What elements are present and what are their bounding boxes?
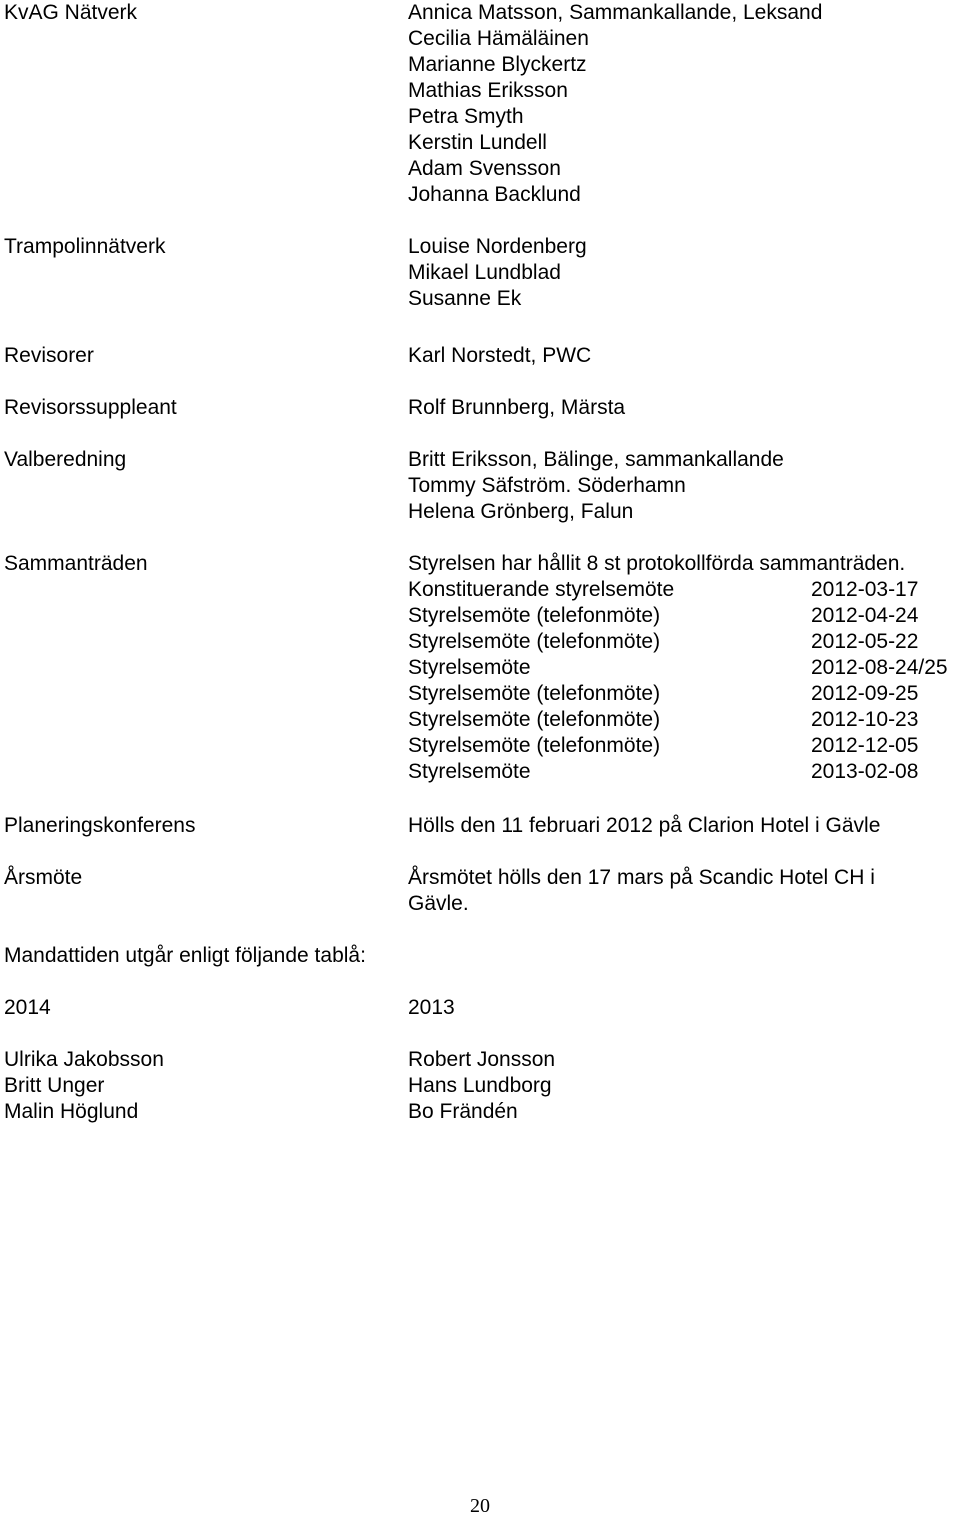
meeting-date: 2012-09-25 xyxy=(811,682,919,705)
planeringskonferens-value: Hölls den 11 februari 2012 på Clarion Hotel i Gävle xyxy=(408,814,881,837)
mandate-name: Malin Höglund xyxy=(4,1100,139,1123)
mandate-name: Robert Jonsson xyxy=(408,1048,556,1071)
meeting-date: 2012-05-22 xyxy=(811,630,919,653)
mandate-name: Bo Frändén xyxy=(408,1100,518,1123)
meeting-type: Konstituerande styrelsemöte xyxy=(408,578,675,601)
mandate-heading: Mandattiden utgår enligt följande tablå: xyxy=(4,944,366,967)
mandate-name: Ulrika Jakobsson xyxy=(4,1048,164,1071)
kvag-member: Johanna Backlund xyxy=(408,183,581,206)
meeting-type: Styrelsemöte (telefonmöte) xyxy=(408,682,661,705)
meeting-date: 2012-12-05 xyxy=(811,734,919,757)
kvag-member: Adam Svensson xyxy=(408,157,561,180)
trampolin-member: Louise Nordenberg xyxy=(408,235,587,258)
meeting-date: 2012-03-17 xyxy=(811,578,919,601)
arsmote-text: Årsmötet hölls den 17 mars på Scandic Hotel CH i xyxy=(408,866,875,889)
kvag-member: Annica Matsson, Sammankallande, Leksand xyxy=(408,1,823,24)
planeringskonferens-label: Planeringskonferens xyxy=(4,814,196,837)
valberedning-member: Britt Eriksson, Bälinge, sammankallande xyxy=(408,448,784,471)
meeting-date: 2012-04-24 xyxy=(811,604,919,627)
meeting-date: 2012-08-24/25 xyxy=(811,656,948,679)
valberedning-member: Helena Grönberg, Falun xyxy=(408,500,634,523)
trampolin-member: Mikael Lundblad xyxy=(408,261,561,284)
meeting-type: Styrelsemöte (telefonmöte) xyxy=(408,734,661,757)
revisorer-label: Revisorer xyxy=(4,344,94,367)
kvag-member: Marianne Blyckertz xyxy=(408,53,587,76)
kvag-member: Petra Smyth xyxy=(408,105,524,128)
arsmote-text: Gävle. xyxy=(408,892,469,915)
mandate-year: 2013 xyxy=(408,996,455,1019)
trampolin-member: Susanne Ek xyxy=(408,287,522,310)
meeting-type: Styrelsemöte (telefonmöte) xyxy=(408,630,661,653)
revisorssuppleant-label: Revisorssuppleant xyxy=(4,396,177,419)
meeting-type: Styrelsemöte (telefonmöte) xyxy=(408,604,661,627)
arsmote-label: Årsmöte xyxy=(4,866,83,889)
revisorssuppleant-value: Rolf Brunnberg, Märsta xyxy=(408,396,626,419)
kvag-member: Mathias Eriksson xyxy=(408,79,568,102)
kvag-natverk-label: KvAG Nätverk xyxy=(4,1,138,24)
page-number: 20 xyxy=(470,1495,490,1517)
trampolinnatverk-label: Trampolinnätverk xyxy=(4,235,166,258)
meeting-type: Styrelsemöte xyxy=(408,760,531,783)
meeting-date: 2013-02-08 xyxy=(811,760,919,783)
revisorer-value: Karl Norstedt, PWC xyxy=(408,344,592,367)
valberedning-member: Tommy Säfström. Söderhamn xyxy=(408,474,686,497)
sammantraden-intro: Styrelsen har hållit 8 st protokollförda sammanträden. xyxy=(408,552,906,575)
sammantraden-label: Sammanträden xyxy=(4,552,148,575)
meeting-date: 2012-10-23 xyxy=(811,708,919,731)
mandate-name: Hans Lundborg xyxy=(408,1074,552,1097)
kvag-member: Cecilia Hämäläinen xyxy=(408,27,589,50)
valberedning-label: Valberedning xyxy=(4,448,127,471)
kvag-member: Kerstin Lundell xyxy=(408,131,547,154)
meeting-type: Styrelsemöte (telefonmöte) xyxy=(408,708,661,731)
mandate-name: Britt Unger xyxy=(4,1074,105,1097)
mandate-year: 2014 xyxy=(4,996,51,1019)
meeting-type: Styrelsemöte xyxy=(408,656,531,679)
